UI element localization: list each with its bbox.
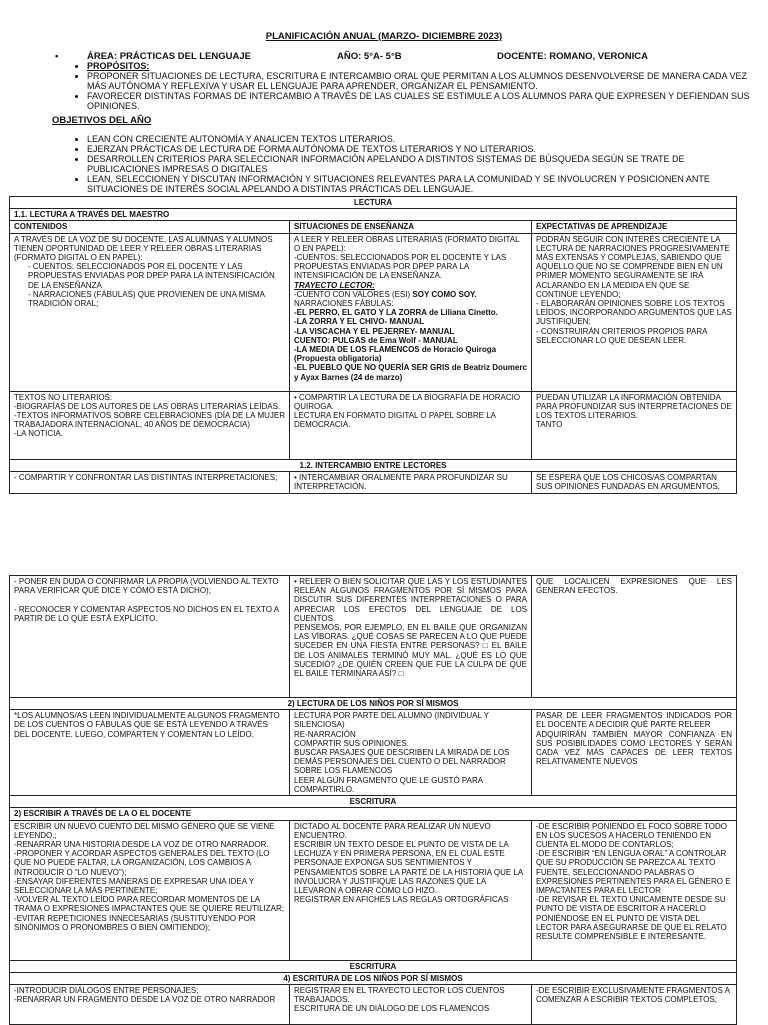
col-header-contenidos: CONTENIDOS [10,221,290,233]
cell-expectativas-2: PUEDAN UTILIZAR LA INFORMACIÓN OBTENIDA PARA PROFUNDIZAR SUS INTERPRETACIONES DE LOS TEXTOS LITERARIOS. TANTO [532,391,737,459]
cell-expectativas-6: -DE ESCRIBIR PONIENDO EL FOCO SOBRE TODO EN LOS SUCESOS A HACERLO TENIENDO EN CUENTA EL MODO DE CONTARLOS; -DE ESCRIBIR “EN LENGUA ORAL” A CONTROLAR QUE SU PRODUCCIÓN SE PAREZCA AL TEXTO FUENTE, SELECCIONANDO PALABRAS O EXPRESIONES PERTINENTES PARA EL GÉNERO E IMPACTANTES PARA EL LECTOR -DE REVISAR EL TEXTO ÚNICAMENTE DESDE SU PUNTO DE VISTA DE ESCRITOR A HACERLO PONIÉNDOSE EN EL PUNTO DE VISTA DEL LECTOR PARA ASEGURARSE DE QUE EL RELATO RESULTE COMPRENSIBLE E INTERESANTE. [532,820,737,960]
cell-situaciones-6: DICTADO AL DOCENTE PARA REALIZAR UN NUEVO ENCUENTRO. ESCRIBIR UN TEXTO DESDE EL PUNTO DE VISTA DE LA LECHUZA Y EN PRIMERA PERSONA, EN EL CUAL ESTE PERSONAJE EXPONGA SUS SENTIMIENTOS Y PENSAMIENTOS SOBRE LA PARTE DE LA HISTORIA QUE LA INVOLUCRA Y JUSTIFIQUE LAS RAZONES QUE LA LLEVARON A OBRAR COMO LO HIZO. REGISTRAR EN AFICHES LAS REGLAS ORTOGRÁFICAS [290,820,532,960]
purpose-item: • PROPONER SITUACIONES DE LECTURA, ESCRITURA E INTERCAMBIO ORAL QUE PERMITAN A LOS ALUMNOS DESENVOLVERSE DE MANERA CADA VEZ MÁS AUTÓNOMA Y REFLEXIVA Y USAR EL LENGUAJE PARA APRENDER, ORGANIZAR EL PENSAMIENTO. [87,71,755,91]
cell-expectativas-5: PASAR DE LEER FRAGMENTOS INDICADOS POR EL DOCENTE A DECIDIR QUÉ PARTE RELEER ADQUIRIRÁN TAMBIÉN MAYOR CONFIANZA EN SUS POSIBILIDADES COMO LECTORES Y SERÁN CADA VEZ MÁS CAPACES DE LEER TEXTOS RELATIVAMENTE NUEVOS [532,710,737,796]
subsection-lectura-ninos: 2) LECTURA DE LOS NIÑOS POR SÍ MISMOS [10,698,737,710]
lectura-table [9,196,737,494]
year-label: AÑO: 5°A- 5°B [337,51,402,62]
cell-situaciones-3: • INTERCAMBIAR ORALMENTE PARA PROFUNDIZAR SU INTERPRETACIÓN. [290,471,532,493]
cell-situaciones-5: LECTURA POR PARTE DEL ALUMNO (INDIVIDUAL Y SILENCIOSA) RE-NARRACIÓN COMPARTIR SUS OPINIONES. BUSCAR PASAJES QUE DESCRIBEN LA MIRADA DE LOS DEMÁS PERSONAJES DEL CUENTO O DEL NARRADOR SOBRE LOS FLAMENCOS LEER ALGÚN FRAGMENTO QUE LE GUSTÓ PARA COMPARTIRLO. [290,710,532,796]
objective-item: • LEAN CON CRECIENTE AUTONOMÍA Y ANALICEN TEXTOS LITERARIOS. [87,134,755,144]
header-row: • ÁREA: PRÁCTICAS DEL LENGUAJE AÑO: 5°A- 5°B DOCENTE: ROMANO, VERONICA [55,51,648,62]
cell-contenidos-4: - PONER EN DUDA O CONFIRMAR LA PROPIA (VOLVIENDO AL TEXTO PARA VERIFICAR QUÉ DICE Y CÓMO ESTÁ DICHO); - RECONOCER Y COMENTAR ASPECTOS NO DICHOS EN EL TEXTO A PARTIR DE LO QUE ESTÁ EXPLÍCITO. [10,576,290,698]
objectives-block [55,134,755,194]
cell-contenidos-1: A TRAVÉS DE LA VOZ DE SU DOCENTE, LAS ALUMNAS Y ALUMNOS TIENEN OPORTUNIDAD DE LEER Y RELEER OBRAS LITERARIAS (FORMATO DIGITAL O EN PAPEL): - CUENTOS: SELECCIONADOS POR EL DOCENTE Y LAS PROPUESTAS ENVIADAS POR DPEP PARA LA INTENSIFICACIÓN DE LA ENSEÑANZA - NARRACIONES (FÁBULAS) QUE PROVIENEN DE UNA MISMA TRADICIÓN ORAL; [10,233,290,391]
continuation-table [9,575,737,1025]
col-header-situaciones: SITUACIONES DE ENSEÑANZA [290,221,532,233]
document-title: PLANIFICACIÓN ANUAL (MARZO- DICIEMBRE 2023) [265,31,503,42]
cell-expectativas-4: QUE LOCALICEN EXPRESIONES QUE LES GENERAN EFECTOS. [532,576,737,698]
col-header-expectativas: EXPECTATIVAS DE APRENDIZAJE [532,221,737,233]
objectives-title: OBJETIVOS DEL AÑO [52,115,152,126]
subsection-intercambio: 1.2. INTERCAMBIO ENTRE LECTORES [10,459,737,471]
cell-situaciones-1: A LEER Y RELEER OBRAS LITERARIAS (FORMATO DIGITAL O EN PAPEL): -CUENTOS: SELECCIONADOS POR EL DOCENTE Y LAS PROPUESTAS ENVIADAS POR DPEP PARA LA INTENSIFICACIÓN DE LA ENSEÑANZA. TRAYECTO LECTOR: -CUENTO CON VALORES (ESI) SOY COMO SOY. NARRACIONES FÁBULAS: -EL PERRO, EL GATO Y LA ZORRA de Liliana Cinetto. -LA ZORRA Y EL CHIVO- MANUAL -LA VISCACHA Y EL PEJERREY- MANUAL CUENTO: PULGAS de Ema Wolf - MANUAL -LA MEDIA DE LOS FLAMENCOS de Horacio Quiroga (Propuesta obligatoria) -EL PUEBLO QUE NO QUERÍA SER GRIS de Beatriz Doumerc y Ayax Barnes (24 de marzo) [290,233,532,391]
section-lectura: LECTURA [10,197,737,209]
teacher-label: DOCENTE: ROMANO, VERONICA [497,51,648,62]
purposes-block [55,61,755,111]
purpose-item: • FAVORECER DISTINTAS FORMAS DE INTERCAMBIO A TRAVÉS DE LAS CUALES SE ESTIMULE A LOS ALUMNOS PARA QUE EXPRESEN Y DEFIENDAN SUS OPINIONES. [87,91,755,111]
section-escritura-2: ESCRITURA [10,960,737,972]
objective-item: • LEAN, SELECCIONEN Y DISCUTAN INFORMACIÓN Y SITUACIONES RELEVANTES PARA LA COMUNIDAD Y SE INVOLUCREN Y POSICIONEN ANTE SITUACIONES DE INTERÉS SOCIAL APELANDO A DISTINTAS PRÁCTICAS DEL LENGUAJE. [87,174,755,194]
cell-contenidos-3: - COMPARTIR Y CONFRONTAR LAS DISTINTAS INTERPRETACIONES; [10,471,290,493]
objective-item: • EJERZAN PRÁCTICAS DE LECTURA DE FORMA AUTÓNOMA DE TEXTOS LITERARIOS Y NO LITERARIOS. [87,144,755,154]
purposes-title: • PROPÓSITOS: [87,61,755,71]
cell-expectativas-1: PODRÁN SEGUIR CON INTERÉS CRECIENTE LA LECTURA DE NARRACIONES PROGRESIVAMENTE MÁS EXTENSAS Y COMPLEJAS, SABIENDO QUE AQUELLO QUE NO SE COMPRENDE BIEN EN UN PRIMER MOMENTO SEGURAMENTE SE IRÁ ACLARANDO EN LA MEDIDA EN QUE SE CONTINÚE LEYENDO; - ELABORARÁN OPINIONES SOBRE LOS TEXTOS LEÍDOS, INCORPORANDO ARGUMENTOS QUE LAS JUSTIFIQUEN; - CONSTRUIRÁN CRITERIOS PROPIOS PARA SELECCIONAR LO QUE DESEAN LEER. [532,233,737,391]
cell-expectativas-7: -DE ESCRIBIR EXCLUSIVAMENTE FRAGMENTOS A COMENZAR A ESCRIBIR TEXTOS COMPLETOS; [532,985,737,1025]
cell-situaciones-2: • COMPARTIR LA LECTURA DE LA BIOGRAFÍA DE HORACIO QUIROGA. LECTURA EN FORMATO DIGITAL O PAPEL SOBRE LA DEMOCRACIA. [290,391,532,459]
cell-expectativas-3: SE ESPERA QUE LOS CHICOS/AS COMPARTAN SUS OPINIONES FUNDADAS EN ARGUMENTOS, [532,471,737,493]
subsection-escritura-ninos: 4) ESCRITURA DE LOS NIÑOS POR SÍ MISMOS [10,972,737,984]
section-escritura: ESCRITURA [10,796,737,808]
subsection-escribir-docente: 2) ESCRIBIR A TRAVÉS DE LA O EL DOCENTE [10,808,737,820]
cell-contenidos-6: ESCRIBIR UN NUEVO CUENTO DEL MISMO GÉNERO QUE SE VIENE LEYENDO.; -RENARRAR UNA HISTORIA DESDE LA VOZ DE OTRO NARRADOR. -PROPONER Y ACORDAR ASPECTOS GENERALES DEL TEXTO (LO QUE NO PUEDE FALTAR, LA ORGANIZACIÓN, LOS CAMBIOS A INTRODUCIR O “LO NUEVO”); -ENSAYAR DIFERENTES MANERAS DE EXPRESAR UNA IDEA Y SELECCIONAR LA MÁS PERTINENTE; -VOLVER AL TEXTO LEÍDO PARA RECORDAR MOMENTOS DE LA TRAMA O EXPRESIONES IMPACTANTES QUE SE QUIERE REUTILIZAR; -EVITAR REPETICIONES INNECESARIAS (SUSTITUYENDO POR SINÓNIMOS O PRONOMBRES O BIEN OMITIENDO); [10,820,290,960]
cell-contenidos-5: *LOS ALUMNOS/AS LEEN INDIVIDUALMENTE ALGUNOS FRAGMENTO DE LOS CUENTOS O FÁBULAS QUE SE ESTÁ LEYENDO A TRAVÉS DEL DOCENTE. LUEGO, COMPARTEN Y COMENTAN LO LEÍDO. [10,710,290,796]
cell-contenidos-2: TEXTOS NO LITERARIOS: -BIOGRAFÍAS DE LOS AUTORES DE LAS OBRAS LITERARIAS LEÍDAS. -TEXTOS INFORMATIVOS SOBRE CELEBRACIONES (DÍA DE LA MUJER TRABAJADORA INTERNACIONAL, 40 AÑOS DE DEMOCRACIA) -LA NOTICIA. [10,391,290,459]
cell-situaciones-4: • RELEER O BIEN SOLICITAR QUE LAS Y LOS ESTUDIANTES RELEAN ALGUNOS FRAGMENTOS POR SÍ MISMOS PARA DISCUTIR SUS DIFERENTES INTERPRETACIONES O PARA APRECIAR LOS EFECTOS DEL LENGUAJE DE LOS CUENTOS. PENSEMOS, POR EJEMPLO, EN EL BAILE QUE ORGANIZAN LAS VÍBORAS. ¿QUÉ COSAS SE PARECEN A LO QUE PUEDE SUCEDER EN UNA FIESTA ENTRE PERSONAS? □ EL BAILE DE LOS ANIMALES TERMINÓ MUY MAL. ¿QUÉ ES LO QUE SUCEDIÓ? ¿DE QUIÉN CREEN QUE FUE LA CULPA DE QUE EL BAILE TERMINARA ASÍ? □ [290,576,532,698]
area-label: ÁREA: PRÁCTICAS DEL LENGUAJE [87,51,251,62]
subsection-lectura-maestro: 1.1. LECTURA A TRAVÉS DEL MAESTRO [10,209,737,221]
cell-contenidos-7: -INTRODUCIR DIÁLOGOS ENTRE PERSONAJES; -RENARRAR UN FRAGMENTO DESDE LA VOZ DE OTRO NARRADOR [10,985,290,1025]
objective-item: • DESARROLLEN CRITERIOS PARA SELECCIONAR INFORMACIÓN APELANDO A DISTINTOS SISTEMAS DE BÚSQUEDA SEGÚN SE TRATE DE PUBLICACIONES IMPRESAS O DIGITALES [87,154,755,174]
cell-situaciones-7: REGISTRAR EN EL TRAYECTO LECTOR LOS CUENTOS TRABAJADOS. ESCRITURA DE UN DIÁLOGO DE LOS FLAMENCOS [290,985,532,1025]
